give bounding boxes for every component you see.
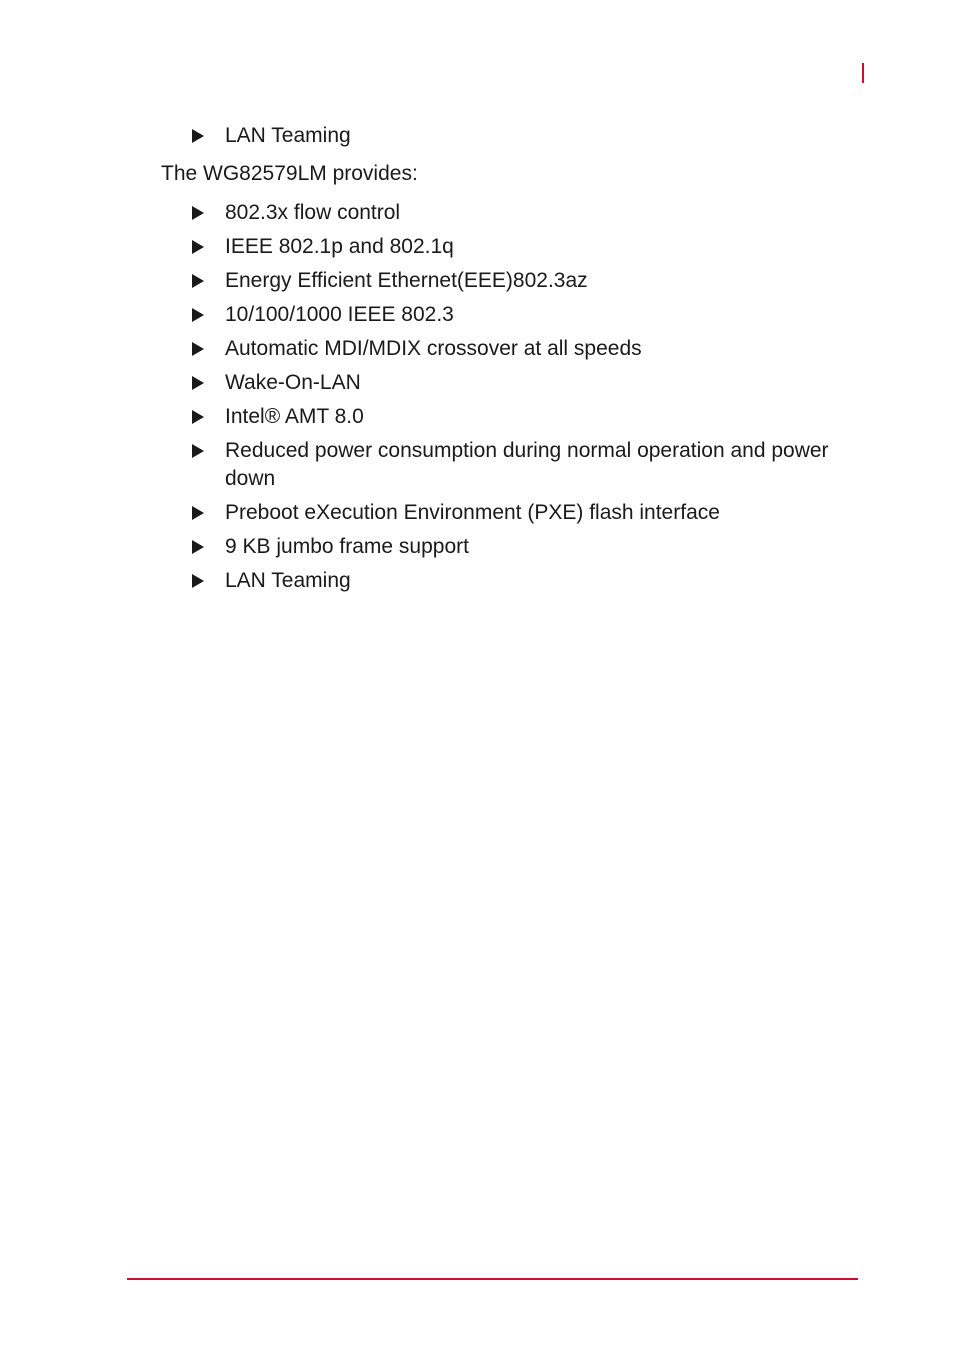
triangle-bullet-icon [192, 240, 204, 254]
triangle-bullet-icon [192, 540, 204, 554]
triangle-bullet-icon [192, 410, 204, 424]
triangle-bullet-icon [192, 129, 204, 143]
list-item [192, 301, 832, 329]
list-item [192, 533, 832, 561]
triangle-bullet-icon [192, 308, 204, 322]
triangle-bullet-icon [192, 342, 204, 356]
list-item-text: Energy Efficient Ethernet(EEE)802.3az [225, 269, 588, 292]
list-item-text: 802.3x flow control [225, 201, 401, 224]
triangle-bullet-icon [192, 206, 204, 220]
list-item-text: Preboot eXecution Environment (PXE) flash interface [225, 501, 720, 524]
list-item [192, 437, 832, 493]
triangle-bullet-icon [192, 274, 204, 288]
list-item [192, 499, 832, 527]
list-item [192, 267, 832, 295]
list-item [192, 233, 832, 261]
footer-divider [127, 1278, 858, 1280]
triangle-bullet-icon [192, 444, 204, 458]
list-item-text: Intel® AMT 8.0 [225, 405, 364, 428]
list-item-text: LAN Teaming [225, 569, 351, 592]
list-item-text: Automatic MDI/MDIX crossover at all speeds [225, 337, 642, 360]
list-item-text: 9 KB jumbo frame support [225, 535, 469, 558]
intro-paragraph: The WG82579LM provides: [161, 162, 418, 185]
list-item-text: Wake-On-LAN [225, 371, 361, 394]
triangle-bullet-icon [192, 376, 204, 390]
list-item [192, 567, 832, 595]
triangle-bullet-icon [192, 574, 204, 588]
list-item [192, 199, 832, 227]
list-item-text: IEEE 802.1p and 802.1q [225, 235, 454, 258]
list-item [192, 122, 832, 150]
list-item-text: LAN Teaming [225, 124, 351, 147]
header-marker [862, 63, 864, 83]
list-item-text: 10/100/1000 IEEE 802.3 [225, 303, 454, 326]
list-item [192, 335, 832, 363]
triangle-bullet-icon [192, 506, 204, 520]
list-item [192, 369, 832, 397]
list-item [192, 403, 832, 431]
list-item-text: Reduced power consumption during normal operation and power down [225, 439, 829, 490]
